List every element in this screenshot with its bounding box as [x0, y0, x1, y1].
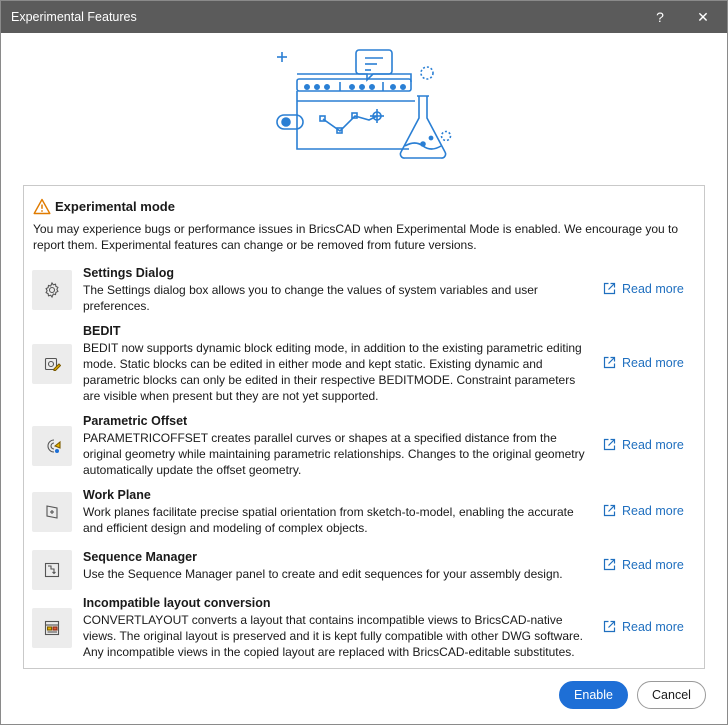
sequence-manager-icon — [32, 550, 72, 590]
block-edit-icon — [32, 344, 72, 384]
read-more-label: Read more — [622, 620, 684, 634]
read-more-label: Read more — [622, 504, 684, 518]
experimental-mode-title: Experimental mode — [55, 199, 175, 214]
read-more-label: Read more — [622, 282, 684, 296]
read-more-link[interactable] — [603, 504, 684, 518]
cancel-button[interactable]: Cancel — [637, 681, 706, 709]
help-button[interactable]: ? — [656, 9, 664, 25]
external-link-icon — [603, 438, 616, 451]
feature-description: BEDIT now supports dynamic block editing mode, in addition to the existing parametric editing mode. Static blocks can be edited in either mode and kept static. Existing dynamic and parametric blocks can only be edited in their respective BEDITMODE. Constraint parameters are visible when present but they are not yet supported. — [83, 341, 582, 403]
title-bar — [1, 1, 727, 33]
layout-conversion-icon — [32, 608, 72, 648]
feature-incompatible-layout-conversion — [32, 596, 698, 662]
feature-description: Use the Sequence Manager panel to create and edit sequences for your assembly design. — [83, 567, 563, 581]
read-more-link[interactable] — [603, 438, 684, 452]
gear-icon — [32, 270, 72, 310]
feature-title: Parametric Offset — [83, 414, 188, 428]
feature-title: Work Plane — [83, 488, 151, 502]
window-title: Experimental Features — [11, 10, 137, 24]
read-more-label: Read more — [622, 438, 684, 452]
feature-parametric-offset — [32, 414, 698, 480]
read-more-label: Read more — [622, 558, 684, 572]
work-plane-icon — [32, 492, 72, 532]
enable-button[interactable]: Enable — [559, 681, 628, 709]
feature-bedit — [32, 324, 698, 406]
feature-sequence-manager — [32, 550, 698, 594]
feature-work-plane — [32, 488, 698, 538]
feature-description: PARAMETRICOFFSET creates parallel curves or shapes at a specified distance from the original geometry while maintaining parametric relationships. Changes to the original geometry automatically update the offset geometry. — [83, 431, 585, 477]
feature-title: Incompatible layout conversion — [83, 596, 271, 610]
read-more-link[interactable] — [603, 558, 684, 572]
feature-description: CONVERTLAYOUT converts a layout that contains incompatible views to BricsCAD-native views. The original layout is preserved and it is kept fully compatible with other DWG software. Any incompatible views in the copied layout are replaced with BricsCAD-editable substitutes. — [83, 613, 583, 659]
experimental-mode-description: You may experience bugs or performance issues in BricsCAD when Experimental Mode is enabled. We encourage you to report them. Experimental features can change or be removed from future versions. — [33, 222, 679, 252]
experimental-mode-panel — [23, 185, 705, 669]
external-link-icon — [603, 282, 616, 295]
read-more-link[interactable] — [603, 282, 684, 296]
experimental-illustration — [265, 46, 465, 181]
feature-title: Settings Dialog — [83, 266, 174, 280]
external-link-icon — [603, 504, 616, 517]
external-link-icon — [603, 558, 616, 571]
read-more-link[interactable] — [603, 356, 684, 370]
feature-description: The Settings dialog box allows you to change the values of system variables and user preferences. — [83, 283, 538, 313]
external-link-icon — [603, 356, 616, 369]
parametric-offset-icon — [32, 426, 72, 466]
external-link-icon — [603, 620, 616, 633]
feature-title: BEDIT — [83, 324, 121, 338]
close-button[interactable]: ✕ — [697, 9, 709, 25]
feature-description: Work planes facilitate precise spatial orientation from sketch-to-model, enabling the accurate and efficient design and modeling of complex objects. — [83, 505, 574, 535]
feature-title: Sequence Manager — [83, 550, 197, 564]
read-more-label: Read more — [622, 356, 684, 370]
feature-settings-dialog — [32, 266, 698, 314]
read-more-link[interactable] — [603, 620, 684, 634]
warning-triangle-icon — [33, 198, 51, 215]
